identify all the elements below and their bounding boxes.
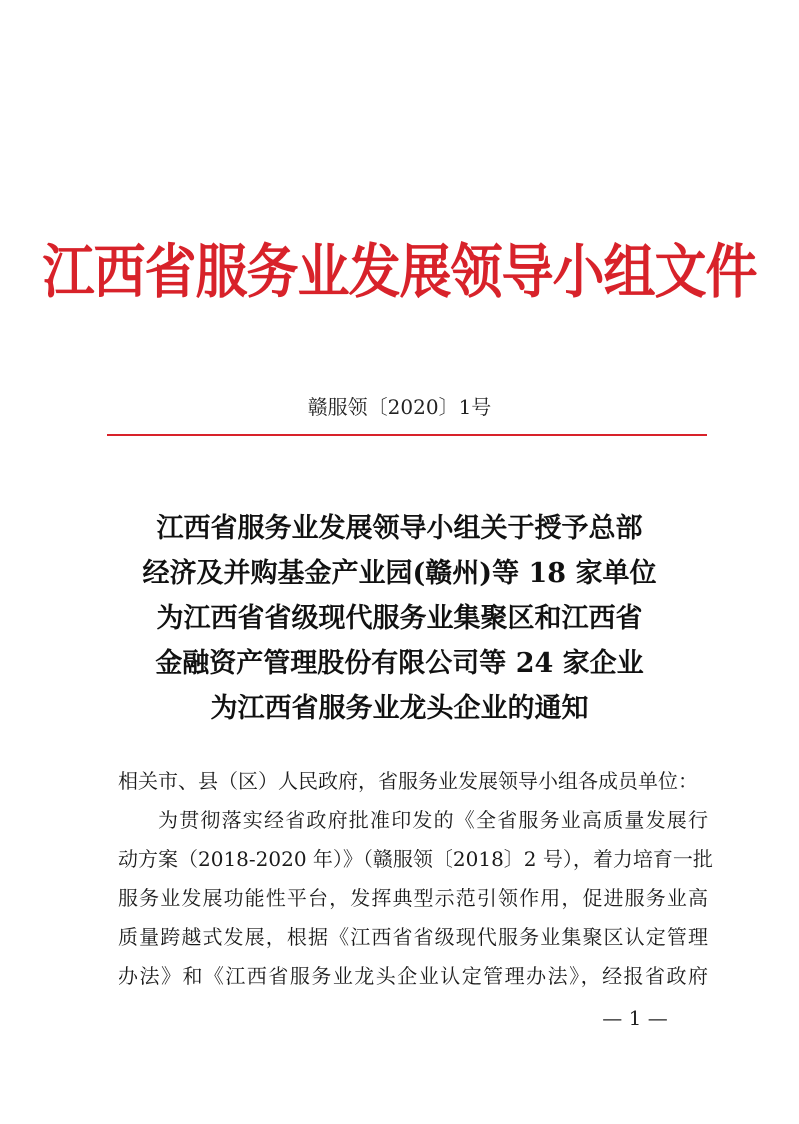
salutation: 相关市、县（区）人民政府，省服务业发展领导小组各成员单位：	[118, 769, 698, 793]
page-number: — 1 —	[602, 1006, 668, 1030]
masthead-title: 江西省服务业发展领导小组文件	[42, 238, 757, 307]
document-number: 赣服领〔2020〕1号	[307, 395, 492, 419]
notice-title	[60, 506, 739, 731]
paragraph-line: 为贯彻落实经省政府批准印发的《全省服务业高质量发展行	[158, 808, 708, 832]
paragraph-line: 办法》和《江西省服务业龙头企业认定管理办法》，经报省政府	[118, 964, 708, 988]
title-line: 经济及并购基金产业园(赣州)等 18 家单位	[142, 558, 657, 589]
paragraph-line: 服务业发展功能性平台，发挥典型示范引领作用，促进服务业高	[118, 886, 708, 910]
paragraph-line: 质量跨越式发展，根据《江西省省级现代服务业集聚区认定管理	[118, 925, 708, 949]
title-line: 为江西省服务业龙头企业的通知	[210, 693, 589, 724]
red-divider-line	[107, 434, 707, 436]
title-line: 金融资产管理股份有限公司等 24 家企业	[155, 648, 644, 679]
title-line: 为江西省省级现代服务业集聚区和江西省	[156, 603, 643, 634]
title-line: 江西省服务业发展领导小组关于授予总部	[156, 513, 643, 544]
notice-body	[118, 762, 713, 996]
paragraph-line: 动方案（2018-2020 年）》（赣服领〔2018〕2 号），着力培育一批	[118, 847, 713, 871]
